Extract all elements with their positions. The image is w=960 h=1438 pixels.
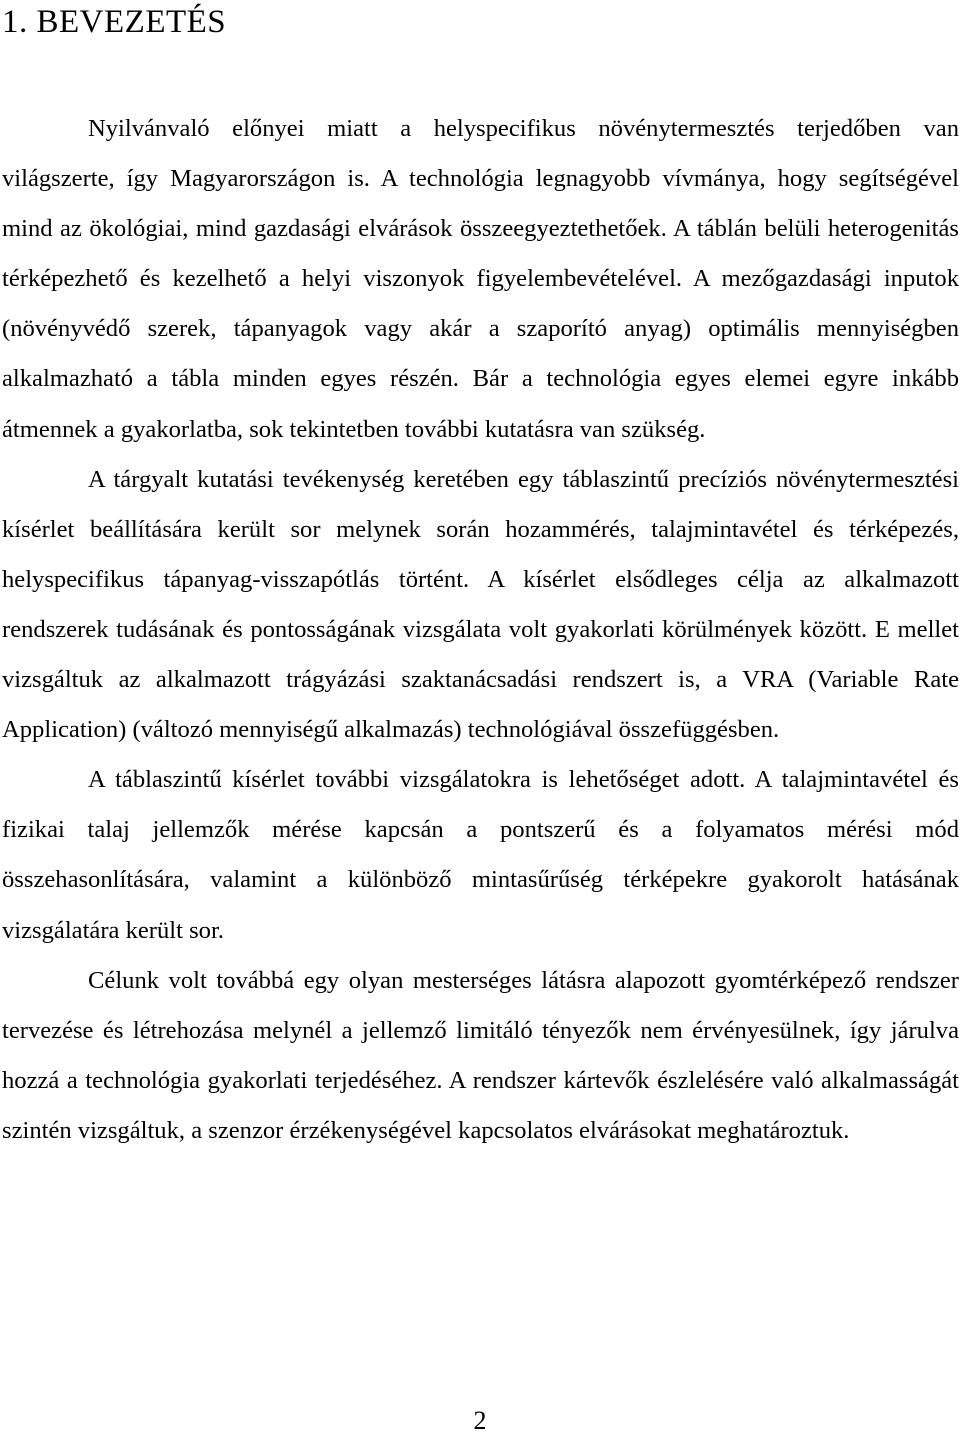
section-heading: 1. BEVEZETÉS xyxy=(2,4,227,40)
page-number: 2 xyxy=(473,1406,487,1435)
paragraph-1: Nyilvánvaló előnyei miatt a helyspecifikus növénytermesztés terjedőben van világszerte, így Magyarországon is. A technológia legnagyobb vívmánya, hogy segítségével mind az ökológiai, mind gazdasági elvárások összeegyeztethetőek. A táblán belüli heterogenitás térképezhető és kezelhető a helyi viszonyok figyelembevételével. A mezőgazdasági inputok (növényvédő szerek, tápanyagok vagy akár a szaporító anyag) optimális mennyiségben alkalmazható a tábla minden egyes részén. Bár a technológia egyes elemei egyre inkább átmennek a gyakorlatba, sok tekintetben további kutatásra van szükség. xyxy=(2,115,959,443)
paragraph-2: A tárgyalt kutatási tevékenység keretében egy táblaszintű precíziós növénytermesztési kísérlet beállítására került sor melynek során hozammérés, talajmintavétel és térképezés, helyspecifikus tápanyag-visszapótlás történt. A kísérlet elsődleges célja az alkalmazott rendszerek tudásának és pontosságának vizsgálata volt gyakorlati körülmények között. E mellet vizsgáltuk az alkalmazott trágyázási szaktanácsadási rendszert is, a VRA (Variable Rate Application) (változó mennyiségű alkalmazás) technológiával összefüggésben. xyxy=(2,465,959,744)
body-text xyxy=(2,104,959,1156)
paragraph-3: A táblaszintű kísérlet további vizsgálatokra is lehetőséget adott. A talajmintavétel és fizikai talaj jellemzők mérése kapcsán a pontszerű és a folyamatos mérési mód összehasonlítására, valamint a különböző mintasűrűség térképekre gyakorolt hatásának vizsgálatára került sor. xyxy=(2,766,959,944)
paragraph-4: Célunk volt továbbá egy olyan mesterséges látásra alapozott gyomtérképező rendszer tervezése és létrehozása melynél a jellemző limitáló tényezők nem érvényesülnek, így járulva hozzá a technológia gyakorlati terjedéséhez. A rendszer kártevők észlelésére való alkalmasságát szintén vizsgáltuk, a szenzor érzékenységével kapcsolatos elvárásokat meghatároztuk. xyxy=(2,966,959,1144)
